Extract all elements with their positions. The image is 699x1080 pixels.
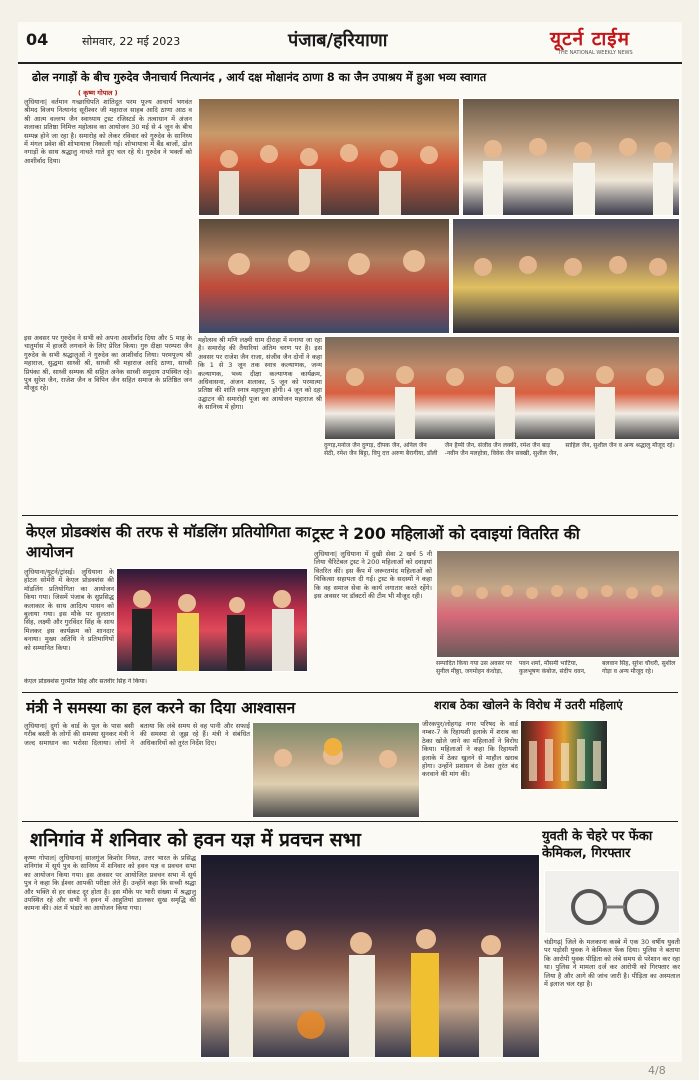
story2-headline: केएल प्रोडक्शंस की तरफ से मॉडलिंग प्रतियोगिता का आयोजन <box>26 523 311 561</box>
story7-photo-handcuffs <box>544 870 680 934</box>
story1-column1: लुधियाना| वर्तमान गच्छाधिपति शांतिदूत परम पूज्य आचार्य भगवंत श्रीमद विजय नित्यानंद सूरीश्वर जी महाराज साहब आदि ठाणा आठ व श्री आत्म वल्लभ जैन स्वाध्याय ट्रस्ट रजिस्टर्ड के तत्वाधान में अंजन शलाका प्रतिष्ठा निमित्त महोत्सव का आयोजन 30 मई से 4 जून के बीच सम्पन्न होने जा रहा है। समारोह को लेकर रविवार को गुरुदेव के सानिध्य में मंगल प्रवेश की शोभायात्रा निकाली गई। शोभायात्रा में बैंड बाजों, ढोल नगाड़ों के साथ श्रद्धालु नाचते गाते हुए चल रहे थे। गुरुदेव ने भक्तों को आशीर्वाद दिया। <box>24 98 192 165</box>
story5-photo-liquor <box>520 720 608 790</box>
story1-photo-devotees <box>452 218 680 334</box>
story5-text: जीरकपुर/लोहगढ़ नगर परिषद के वार्ड नम्बर-7 के रिहायशी इलाके में शराब का ठेका खोले जाने का महिलाओं ने विरोध किया। महिलाओं ने कहा कि रिहायशी इलाके में ठेका खुलने से माहौल खराब होगा। उन्होंने प्रशासन से ठेका तुरंत बंद करवाने की मांग की। <box>422 720 518 779</box>
story6-photo-havan <box>200 854 540 1058</box>
divider-3 <box>22 821 678 822</box>
story1-byline: ( कृष्ण गोपाल ) <box>78 89 118 97</box>
divider-2 <box>22 692 678 693</box>
newspaper-page <box>18 22 682 1062</box>
story7-text: चंडीगढ़| जिले के मलकाना कस्बे में एक 30 वर्षीय युवती पर पड़ोसी युवक ने केमिकल फेंक दिया। पुलिस ने बताया कि आरोपी युवक पीड़िता को लंबे समय से परेशान कर रहा था। पुलिस ने मामला दर्ज कर आरोपी को गिरफ्तार कर लिया है और आगे की जांच जारी है। पीड़िता का अस्पताल में इलाज चल रहा है। <box>544 938 680 989</box>
story3-text2: सम्पादित किया गया उस अवसर पर सुनील मीठ्ठा, जगमोहन कंधोड़ा, पवन शर्मा, मौसमी भाटिया, कुलभूषण कंबोज, संदीप धवन, बलवान सिंह, सुरेश चौधरी, सुशील गोड़ा व अन्य मौजूद रहे। <box>436 660 676 675</box>
page-number: 04 <box>26 30 49 49</box>
story3-text: लुधियाना| लुधियाना में दुखी सेवा 2 खर्च 5 नी लिया चैरिटेबल ट्रस्ट ने 200 महिलाओं को दवाइयां वितरित कीं। इस कैंप में जरूरतमंद महिलाओं को चिकित्सा सहायता दी गई। ट्रस्ट के सदस्यों ने कहा कि वह समाज सेवा के कार्य लगातार करते रहेंगे। इस अवसर पर डॉक्टरों की टीम भी मौजूद रही। <box>314 550 432 601</box>
logo-subtitle: THE NATIONAL WEEKLY NEWS <box>558 50 633 56</box>
page-header <box>18 22 682 64</box>
story5-text-continued <box>610 720 680 818</box>
story1-headline: ढोल नगाड़ों के बीच गुरुदेव जैनाचार्य नित्यानंद , आर्य दक्ष मोक्षानंद ठाणा 8 का जैन उपाश्रय में हुआ भव्य स्वागत <box>32 71 487 84</box>
story2-text: लुधियाना/यूटर्न/ट्रांसई। लुधियाना के होटल सोमेरी में केएल प्रोडक्शंस की मॉडलिंग प्रतियोगिता का आयोजन किया गया। जिसमें पंजाब के सुप्रसिद्ध कलाकार के साथ आदित्य पासन को बुलाया गया। इस मौके पर सुलतान सिंह, लक्ष्मी और गुरविंदर सिंह के साथ मिलकर इस कार्यक्रम को शानदार बनाया। मुख्य अतिथि ने प्रतिभागियों को सम्मानित किया। <box>24 568 114 652</box>
story1-column2: महोत्सव श्री मणि लक्ष्मी धाम दीराहा में मनाया जा रहा है। समारोह की तैयारियां अंतिम चरण पर है। इस अवसर पर राजेश जैन राजा, संजीव जैन दोनों ने कहा कि 1 से 3 जून तक स्नात्र कल्याणक, जन्म कल्याणक, भव्य दीक्षा कल्याणक कार्यक्रम, अधिवासना, अंजन शलाका, 5 जून को परमात्मा प्रतिष्ठा की शांति स्नात्र महापूजा होगी। 4 जून को दहा उद्घाटन की समारोही पूजा का आयोजन महाराज श्री के सानिध्य में होगा। <box>198 336 322 412</box>
story4-photo-minister <box>252 722 420 818</box>
page-indicator: 4/8 <box>648 1064 666 1077</box>
story2-photo-award <box>116 568 308 672</box>
story1-column1b: इस अवसर पर गुरुदेव ने सभी को अपना आशीर्वाद दिया और 5 माह के चातुर्मास में हाजरी लगवाने के लिए प्रेरित किया। गुरु दीक्षा परम्परा जैन गुरुदेव के सभी श्रद्धालुओं ने गुरुदेव का आशीर्वाद लिया। परमपूज्य श्री महाराज, सुद्धमा साध्वी श्री, साध्वी श्री महाराज आदि ठाणा, साध्वी प्रियंका श्री, साध्वी सम्यक श्री सहित अनेक साध्वी समुदाय उपस्थित रहे। पुत्र सुरेश जैन, राजेश जैन व विपिन जैन सहित समाज के प्रतिष्ठित जन मौजूद रहे। <box>24 334 192 393</box>
story3-headline: ट्रस्ट ने 200 महिलाओं को दवाइयां वितरित की <box>312 525 580 543</box>
story1-photo-crowd-1 <box>198 98 460 216</box>
newspaper-logo: यूटर्न टाईम <box>550 28 630 50</box>
story4-headline: मंत्री ने समस्या का हल करने का दिया आश्वासन <box>26 699 296 717</box>
story3-photo-women <box>436 550 680 658</box>
story1-photo-group <box>324 336 680 440</box>
story4-text: लुधियाना| दुर्गा के वार्ड के पुल के पास बसी गरीब बस्ती के लोगों की समस्या सुनकर मंत्री ने जल्द समाधान का भरोसा दिलाया। लोगों ने बताया कि लंबे समय से वह पानी और सफाई की समस्या से जूझ रहे हैं। मंत्री ने संबंधित अधिकारियों को तुरंत निर्देश दिए। <box>24 722 250 747</box>
story1-caption: दुग्गड़,मनोज जैन दुग्गड़, दीपक जैन, अनिल जैन सेठी, रमेश जैन बिट्टा, विपु दत्त अरुण बैरागीया, डॉली जैन हैप्पी जैन, संजीव जैन लक्की, रमेश जैन बाड़ -नवीन जैन मलहोत्रा, विवेक जैन सक्खी, सुशील जैन, साहिल जैन, सुशील जैन व अन्य श्रद्धालु मौजूद रहे। <box>324 442 675 457</box>
divider-1 <box>22 515 678 516</box>
issue-date: सोमवार, 22 मई 2023 <box>82 35 181 48</box>
story1-photo-guests <box>198 218 450 334</box>
story2-caption: केएल प्रोडक्शंस गुरमीत सिंह और सतवीर सिंह ने किया। <box>24 678 147 685</box>
section-title: पंजाब/हरियाणा <box>288 30 388 51</box>
story5-headline: शराब ठेका खोलने के विरोध में उतरी महिलाएं <box>434 698 623 712</box>
story6-headline: शनिगांव में शनिवार को हवन यज्ञ में प्रवचन सभा <box>30 829 361 851</box>
story7-headline: युवती के चेहरे पर फेंका केमिकल, गिरफ्तार <box>542 829 653 861</box>
story1-photo-crowd-2 <box>462 98 680 216</box>
story6-text: कृष्ण गोपाल| लुधियाना| सालगुंज किशोर नियत, उत्तर भारत के प्रसिद्ध शनिगांव में सूर्य पुत्र के सानिध्य में शनिवार को हवन यज्ञ व प्रवचन सभा का आयोजन किया गया। इस अवसर पर आयोजित प्रवचन सभा में सूर्य पुत्र ने कहा कि ईश्वर आपकी परीक्षा लेते हैं। उन्होंने कहा कि सच्ची श्रद्धा और भक्ति से हर संकट दूर होता है। इस मौके पर भारी संख्या में श्रद्धालु उपस्थित रहे और सभी ने हवन में आहुतियां डालकर सुख समृद्धि की कामना की। अंत में भंडारे का आयोजन किया गया। <box>24 854 196 913</box>
